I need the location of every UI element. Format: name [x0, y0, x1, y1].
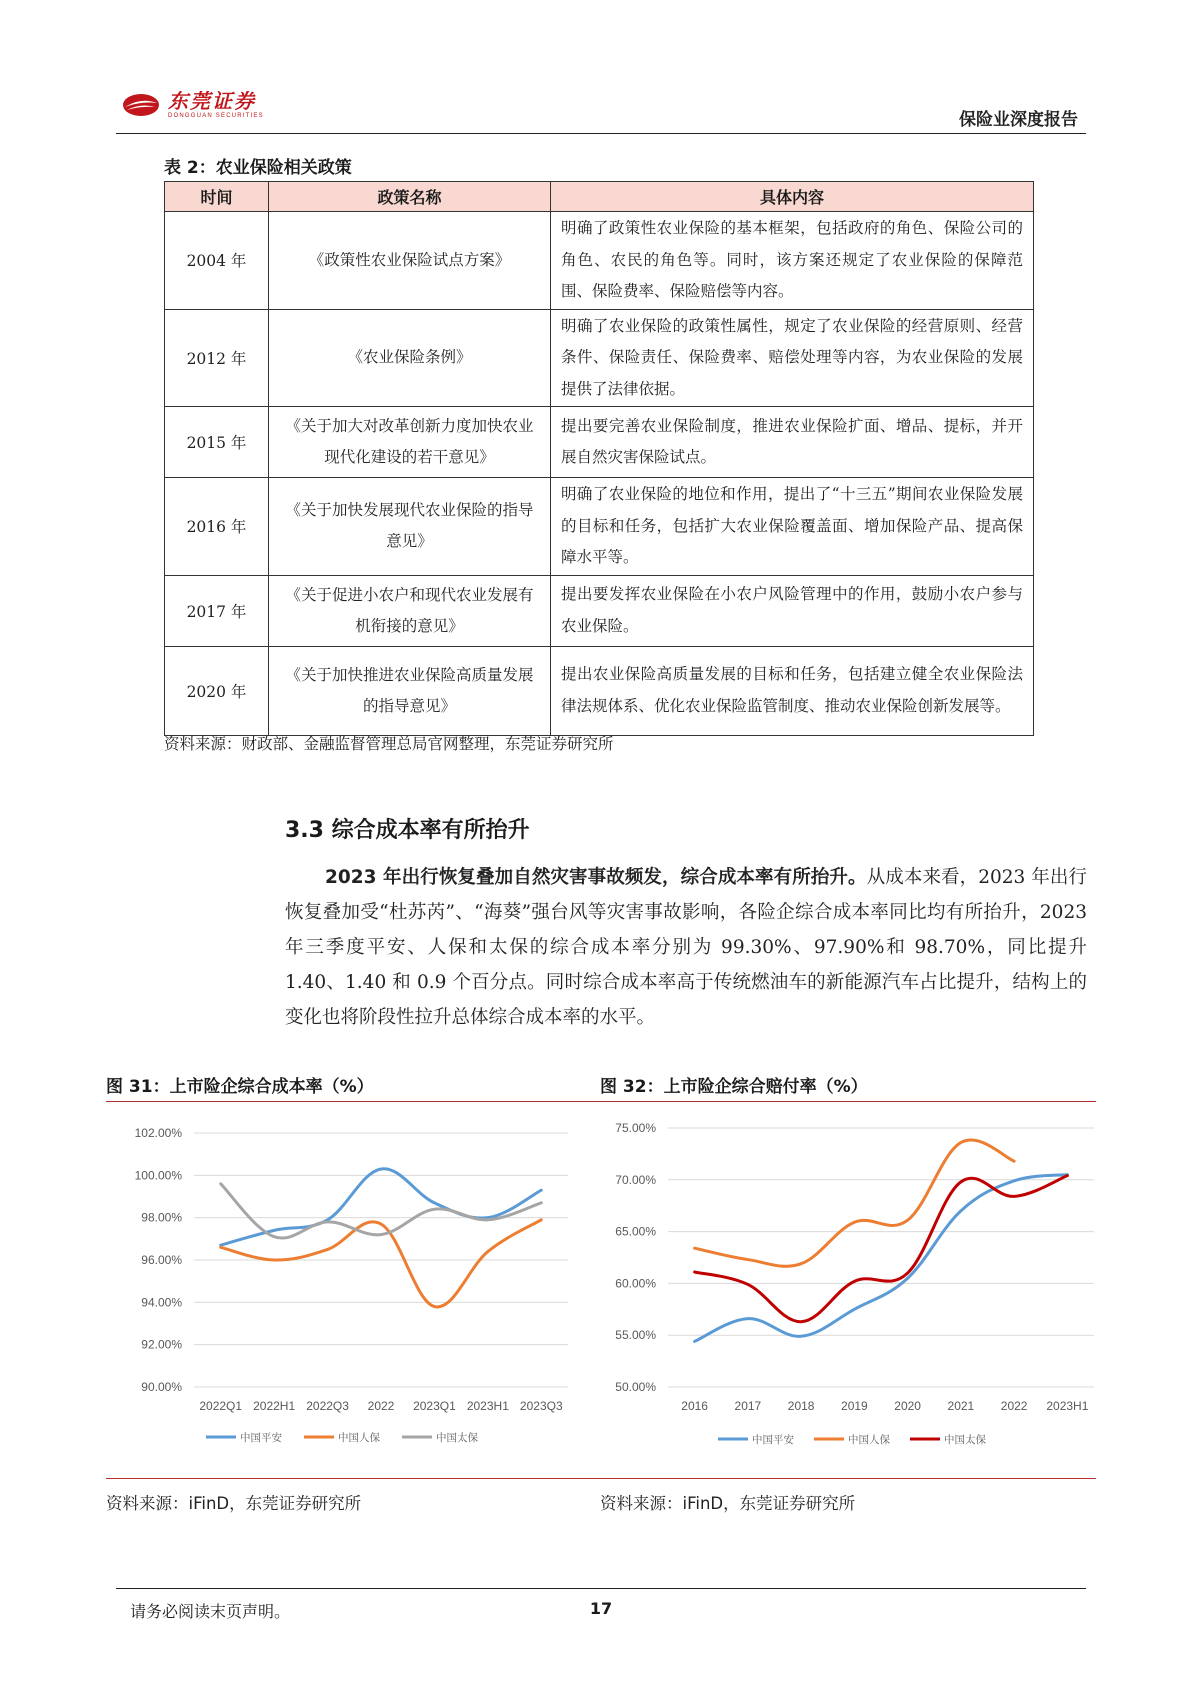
series-line: [695, 1176, 1068, 1322]
legend-label: 中国平安: [240, 1432, 282, 1444]
cell-year: 2012 年: [165, 309, 269, 407]
y-tick-label: 100.00%: [134, 1168, 182, 1183]
x-tick-label: 2022: [1000, 1399, 1028, 1413]
table-header-row: [165, 182, 1034, 212]
y-tick-label: 70.00%: [615, 1172, 656, 1187]
y-tick-label: 96.00%: [141, 1253, 182, 1267]
section-title: 3.3 综合成本率有所抬升: [285, 818, 530, 843]
x-tick-label: 2023Q3: [519, 1399, 563, 1413]
logo-english-name: DONGGUAN SECURITIES: [168, 113, 264, 119]
cell-policy-name: 《关于加大对改革创新力度加快农业现代化建设的若干意见》: [269, 407, 551, 478]
y-tick-label: 102.00%: [134, 1126, 182, 1140]
table-row: [165, 407, 1034, 478]
report-type: 保险业深度报告: [959, 110, 1078, 130]
y-tick-label: 98.00%: [141, 1210, 182, 1225]
cell-content: 提出农业保险高质量发展的目标和任务，包括建立健全农业保险法律法规体系、优化农业保险监管制度、推动农业保险创新发展等。: [551, 646, 1034, 735]
cell-policy-name: 《政策性农业保险试点方案》: [269, 212, 551, 310]
cell-content: 明确了政策性农业保险的基本框架，包括政府的角色、保险公司的角色、农民的角色等。同时，该方案还规定了农业保险的保障范围、保险费率、保险赔偿等内容。: [551, 212, 1034, 310]
body-bold-lead: 2023 年出行恢复叠加自然灾害事故频发，综合成本率有所抬升。: [325, 867, 867, 888]
page-footer: [116, 1588, 1086, 1621]
loss-ratio-chart: [600, 1104, 1096, 1474]
legend-label: 中国太保: [944, 1434, 986, 1446]
legend-label: 中国人保: [848, 1434, 890, 1446]
column-header-content: 具体内容: [551, 182, 1034, 212]
cell-year: 2017 年: [165, 575, 269, 646]
cell-policy-name: 《关于加快发展现代农业保险的指导意见》: [269, 478, 551, 576]
cell-policy-name: 《农业保险条例》: [269, 309, 551, 407]
cell-content: 提出要发挥农业保险在小农户风险管理中的作用，鼓励小农户参与农业保险。: [551, 575, 1034, 646]
cell-year: 2004 年: [165, 212, 269, 310]
figure-bottom-rule: [106, 1478, 1096, 1479]
page-number: 17: [589, 1599, 613, 1618]
table-caption: 表 2：农业保险相关政策: [164, 158, 352, 178]
y-tick-label: 94.00%: [141, 1295, 182, 1310]
legend-label: 中国平安: [752, 1434, 794, 1446]
table-row: [165, 309, 1034, 407]
figure-31-source: 资料来源：iFinD，东莞证券研究所: [106, 1494, 362, 1513]
logo-emblem-icon: [122, 93, 160, 117]
column-header-time: 时间: [165, 182, 269, 212]
disclaimer-note: 请务必阅读末页声明。: [130, 1602, 291, 1621]
body-text: 从成本来看，2023 年出行恢复叠加受“杜苏芮”、“海葵”强台风等灾害事故影响，各险企综合成本率同比均有所抬升，2023 年三季度平安、人保和太保的综合成本率分别为 99.30%、97.90%和 98.70%，同比提升 1.40、1.40 和 0.9 个百分点。同时综合成本率高于传统燃油车的新能源汽车占比提升，结构上的变化也将阶段性拉升总体综合成本率的水平。: [285, 867, 1088, 1028]
x-tick-label: 2022H1: [253, 1399, 296, 1413]
x-tick-label: 2020: [894, 1399, 921, 1413]
series-line: [695, 1140, 1015, 1266]
x-tick-label: 2016: [681, 1399, 708, 1413]
x-tick-label: 2023H1: [466, 1399, 509, 1413]
series-line: [695, 1175, 1068, 1342]
cell-policy-name: 《关于促进小农户和现代农业发展有机衔接的意见》: [269, 575, 551, 646]
legend-label: 中国人保: [338, 1432, 380, 1444]
cell-policy-name: 《关于加快推进农业保险高质量发展的指导意见》: [269, 646, 551, 735]
y-tick-label: 90.00%: [141, 1380, 182, 1394]
x-tick-label: 2019: [841, 1399, 868, 1413]
cell-content: 提出要完善农业保险制度，推进农业保险扩面、增品、提标，并开展自然灾害保险试点。: [551, 407, 1034, 478]
x-tick-label: 2021: [947, 1399, 975, 1413]
y-tick-label: 55.00%: [615, 1328, 656, 1343]
figure-32-source: 资料来源：iFinD，东莞证券研究所: [600, 1494, 856, 1513]
logo-chinese-name: 东莞证券: [168, 89, 256, 113]
x-tick-label: 2023Q1: [413, 1399, 456, 1413]
figure-31-title: 图 31：上市险企综合成本率（%）: [106, 1077, 374, 1097]
y-tick-label: 65.00%: [615, 1224, 656, 1239]
figure-32-title: 图 32：上市险企综合赔付率（%）: [600, 1077, 868, 1097]
x-tick-label: 2022Q3: [306, 1399, 349, 1413]
cell-year: 2016 年: [165, 478, 269, 576]
company-logo: [122, 90, 264, 120]
y-tick-label: 75.00%: [615, 1121, 656, 1135]
cell-content: 明确了农业保险的地位和作用，提出了“十三五”期间农业保险发展的目标和任务，包括扩大农业保险覆盖面、增加保险产品、提高保障水平等。: [551, 478, 1034, 576]
table-source: 资料来源：财政部、金融监督管理总局官网整理，东莞证券研究所: [164, 735, 614, 753]
x-tick-label: 2022Q1: [199, 1399, 243, 1413]
series-line: [221, 1184, 542, 1238]
table-row: [165, 212, 1034, 310]
table-row: [165, 575, 1034, 646]
combined-ratio-chart: [106, 1104, 586, 1474]
policy-table: [164, 181, 1034, 736]
y-tick-label: 60.00%: [615, 1276, 656, 1291]
cell-content: 明确了农业保险的政策性属性，规定了农业保险的经营原则、经营条件、保险责任、保险费率、赔偿处理等内容，为农业保险的发展提供了法律依据。: [551, 309, 1034, 407]
x-tick-label: 2018: [787, 1399, 815, 1413]
legend-label: 中国太保: [436, 1432, 478, 1444]
body-paragraph: [285, 860, 1087, 1035]
cell-year: 2015 年: [165, 407, 269, 478]
page-header: [116, 84, 1086, 134]
figure-top-rule: [106, 1101, 1096, 1102]
table-row: [165, 478, 1034, 576]
y-tick-label: 50.00%: [615, 1380, 656, 1394]
table-row: [165, 646, 1034, 735]
column-header-policy-name: 政策名称: [269, 182, 551, 212]
x-tick-label: 2022: [367, 1399, 395, 1413]
y-tick-label: 92.00%: [141, 1337, 182, 1352]
x-tick-label: 2017: [734, 1399, 762, 1413]
x-tick-label: 2023H1: [1046, 1399, 1089, 1413]
cell-year: 2020 年: [165, 646, 269, 735]
